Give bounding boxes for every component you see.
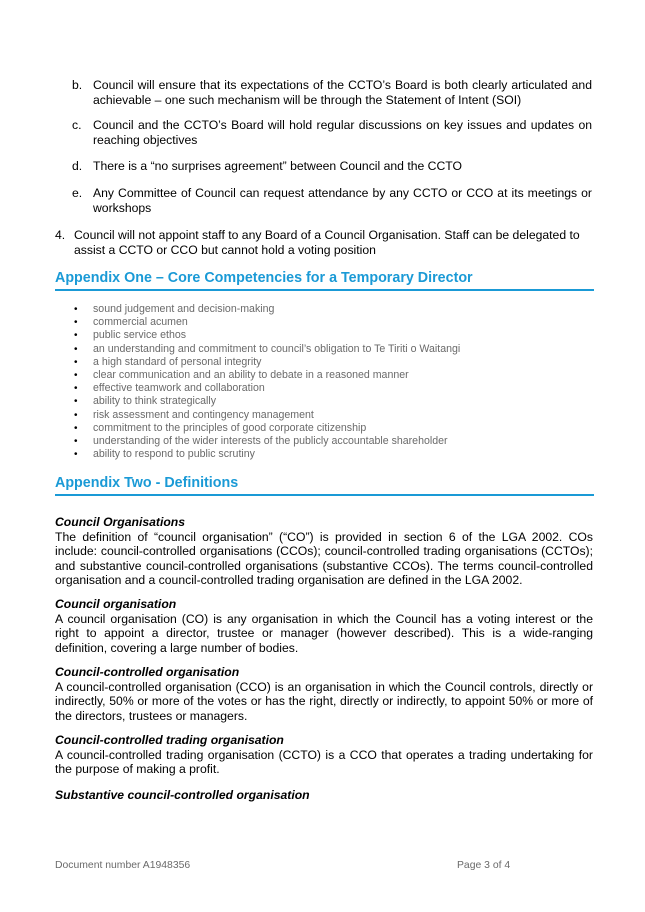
page-number: Page 3 of 4 — [457, 860, 511, 871]
document-number: Document number A1948356 — [55, 860, 191, 871]
list-item: • an understanding and commitment to council’s obligation to Te Tiriti o Waitangi — [74, 342, 461, 355]
list-item: • a high standard of personal integrity — [74, 355, 262, 368]
list-item: • ability to respond to public scrutiny — [74, 448, 255, 461]
definition-cco — [55, 665, 593, 723]
item-text: There is a “no surprises agreement” between Council and the CCTO — [93, 159, 462, 173]
definition-substantive-cco — [55, 788, 593, 803]
definition-text: A council-controlled trading organisation (CCTO) is a CCO that operates a trading undertaking for the purpose of making a profit. — [55, 747, 593, 777]
bullet-icon: • — [74, 304, 78, 315]
definition-council-organisation — [55, 597, 593, 655]
item-number: 4. — [55, 228, 66, 242]
bullet-icon: • — [74, 370, 78, 382]
numbered-item-4 — [55, 228, 595, 258]
appendix-two-heading: Appendix Two - Definitions — [55, 475, 594, 496]
list-item: • ability to think strategically — [74, 395, 217, 408]
bullet-icon: • — [74, 383, 78, 395]
bullet-icon: • — [74, 409, 78, 421]
definition-text: A council organisation (CO) is any organisation in which the Council has a voting interest or the right to appoint a director, trustee or manager (however described). This is a wide-ranging definition, covering a large number of bodies. — [55, 611, 593, 655]
item-letter: b. — [72, 78, 83, 92]
sub-item-b — [72, 78, 592, 108]
definition-term: Substantive council-controlled organisation — [55, 788, 310, 802]
bullet-icon: • — [74, 396, 78, 408]
sub-item-e — [72, 186, 592, 216]
item-text: Council and the CCTO’s Board will hold regular discussions on key issues and updates on reaching objectives — [93, 118, 592, 147]
definition-term: Council organisation — [55, 597, 177, 611]
bullet-icon: • — [74, 436, 78, 448]
definition-term: Council-controlled organisation — [55, 665, 240, 679]
item-letter: d. — [72, 159, 83, 173]
list-item: • understanding of the wider interests of the publicly accountable shareholder — [74, 435, 448, 448]
item-text: Council will ensure that its expectations of the CCTO’s Board is both clearly articulated and achievable – one such mechanism will be through the Statement of Intent (SOI) — [93, 78, 592, 107]
sub-item-c — [72, 118, 592, 148]
list-item: • commercial acumen — [74, 316, 188, 329]
definition-council-organisations — [55, 515, 593, 588]
list-item: • clear communication and an ability to debate in a reasoned manner — [74, 369, 409, 382]
item-text: Council will not appoint staff to any Board of a Council Organisation. Staff can be delegated to assist a CCTO or CCO but cannot hold a voting position — [74, 228, 580, 257]
bullet-icon: • — [74, 449, 78, 461]
sub-item-d — [72, 159, 592, 174]
item-letter: c. — [72, 118, 82, 132]
list-item: • effective teamwork and collaboration — [74, 382, 265, 395]
list-item: • commitment to the principles of good corporate citizenship — [74, 421, 367, 434]
definition-text: The definition of “council organisation” (“CO”) is provided in section 6 of the LGA 2002. COs include: council-controlled organisations (CCOs); council-controlled trading organisations (CCTOs); and substantive council-controlled organisations (substantive CCOs). The terms council-controlled organisation and a council-controlled trading organisation are defined in the LGA 2002. — [55, 529, 593, 588]
definition-text: A council-controlled organisation (CCO) is an organisation in which the Council controls, directly or indirectly, 50% or more of the votes or has the right, directly or indirectly, to appoint 50% or more of the directors, trustees or managers. — [55, 679, 593, 723]
bullet-icon: • — [74, 343, 78, 355]
item-text: Any Committee of Council can request attendance by any CCTO or CCO at its meetings or workshops — [93, 186, 592, 215]
item-letter: e. — [72, 186, 83, 200]
appendix-one-heading: Appendix One – Core Competencies for a Temporary Director — [55, 270, 594, 291]
bullet-icon: • — [74, 356, 78, 368]
list-item: • sound judgement and decision-making — [74, 303, 275, 315]
bullet-icon: • — [74, 422, 78, 434]
definition-term: Council Organisations — [55, 515, 186, 529]
list-item: • risk assessment and contingency management — [74, 408, 314, 421]
competencies-list — [74, 303, 594, 461]
definition-ccto — [55, 733, 593, 777]
bullet-icon: • — [74, 330, 78, 342]
list-item: • public service ethos — [74, 329, 187, 342]
definition-term: Council-controlled trading organisation — [55, 733, 284, 747]
bullet-icon: • — [74, 317, 78, 329]
